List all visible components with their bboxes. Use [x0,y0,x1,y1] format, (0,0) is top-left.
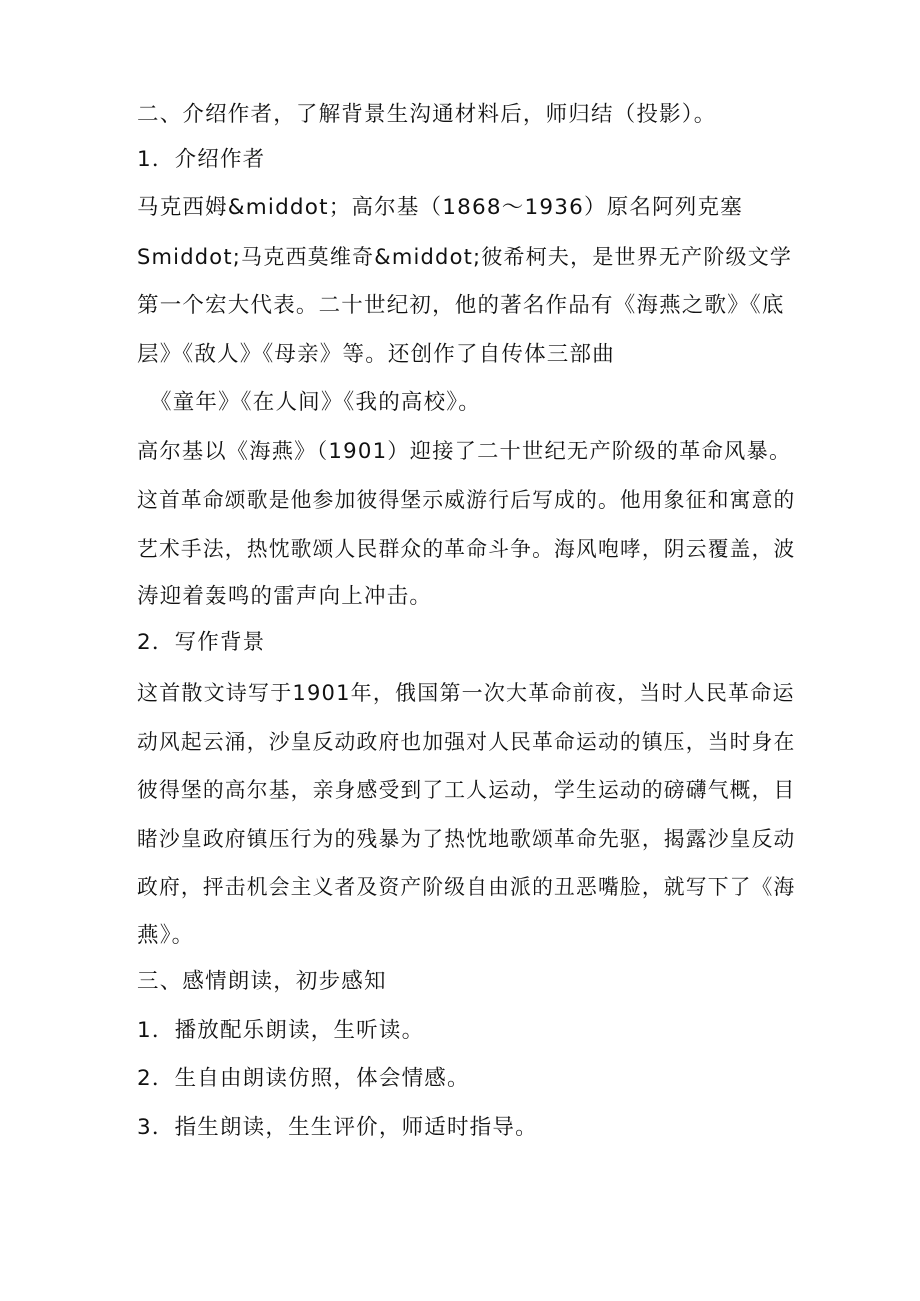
subheading-writing-background: 2．写作背景 [137,630,266,655]
paragraph-line: 这首革命颂歌是他参加彼得堡示威游行后写成的。他用象征和寓意的 [137,488,796,512]
paragraph-line: 涛迎着轰鸣的雷声向上冲击。 [137,584,433,609]
section-heading-reading: 三、感情朗读，初步感知 [137,969,387,994]
paragraph-line: 这首散文诗写于1901年，俄国第一次大革命前夜，当时人民革命运 [137,681,795,705]
paragraph-line: 《童年》《在人间》《我的高校》。 [150,390,481,415]
paragraph-line: 彼得堡的高尔基，亲身感受到了工人运动，学生运动的磅礴气概，目 [137,778,796,802]
paragraph-line: 动风起云涌，沙皇反动政府也加强对人民革命运动的镇压，当时身在 [137,730,796,754]
section-heading-author: 二、介绍作者，了解背景生沟通材料后，师归结（投影）。 [137,102,717,127]
subheading-introduce-author: 1．介绍作者 [137,147,266,172]
list-item: 2．生自由朗读仿照，体会情感。 [137,1066,470,1091]
paragraph-line: 马克西姆&middot；高尔基（1868～1936）原名阿列克塞 [137,195,743,220]
list-item: 3．指生朗读，生生评价，师适时指导。 [137,1115,538,1140]
paragraph-line: 睹沙皇政府镇压行为的残暴为了热忱地歌颂革命先驱，揭露沙皇反动 [137,827,796,851]
paragraph-line: 第一个宏大代表。二十世纪初，他的著名作品有《海燕之歌》《底 [137,293,785,318]
paragraph-line: 艺术手法，热忱歌颂人民群众的革命斗争。海风咆哮，阴云覆盖，波 [137,537,796,561]
paragraph-line: 高尔基以《海燕》（1901）迎接了二十世纪无产阶级的革命风暴。 [137,439,792,464]
paragraph-line: 政府，抨击机会主义者及资产阶级自由派的丑恶嘴脸，就写下了《海 [137,875,796,899]
list-item: 1．播放配乐朗读，生听读。 [137,1018,425,1043]
paragraph-line: 燕》。 [137,923,195,948]
paragraph-line: Smiddot;马克西莫维奇&middot;彼希柯夫，是世界无产阶级文学 [137,245,793,269]
paragraph-line: 层》《敌人》《母亲》等。还创作了自传体三部曲 [137,342,615,367]
